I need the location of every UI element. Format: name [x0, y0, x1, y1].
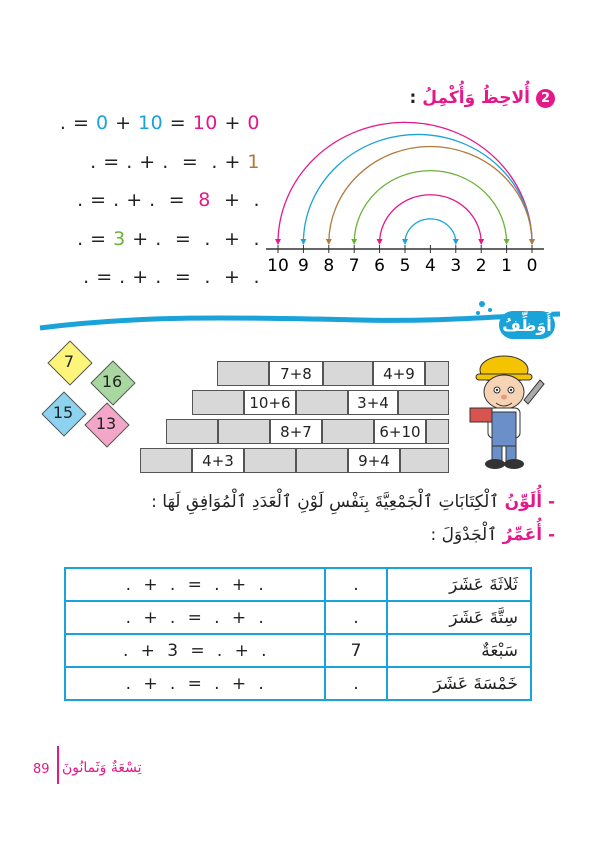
table-cell-number[interactable]: 7	[325, 634, 387, 667]
wall-brick	[296, 390, 348, 415]
number-line-label: 5	[399, 256, 411, 276]
number-line-label: 3	[450, 256, 462, 276]
exercise-number-badge: 2	[536, 89, 555, 108]
arc-arrowhead	[504, 239, 510, 245]
number-line-label: 1	[501, 256, 513, 276]
wall-brick	[296, 448, 348, 473]
arc-arrowhead	[351, 239, 357, 245]
instruction-color	[151, 491, 555, 512]
table-cell-word: سِتَّةَ عَشَرَ	[387, 601, 531, 634]
equation-segment: . = . + . = . + .	[83, 266, 260, 289]
equation-segment: . =	[77, 227, 114, 250]
completion-table	[64, 567, 532, 701]
arc-arrowhead	[326, 239, 332, 245]
equation-segment: . = . + . =	[77, 189, 199, 212]
wall-brick	[323, 361, 373, 386]
table-cell-equation[interactable]: . + 3 = . + .	[65, 634, 325, 667]
diamond-value: 13	[95, 414, 117, 433]
number-line-label: 4	[424, 256, 436, 276]
diamond-value: 7	[63, 352, 75, 371]
number-line-label: 0	[526, 256, 538, 276]
wall-brick-expr[interactable]: 9+4	[348, 448, 400, 473]
diamond-value: 16	[101, 372, 123, 391]
wall-brick	[398, 390, 449, 415]
equation-row[interactable]	[60, 181, 260, 220]
footer-divider	[57, 746, 59, 784]
arc-arrowhead	[529, 239, 535, 245]
wall-brick	[425, 361, 449, 386]
number-line-label: 9	[297, 256, 309, 276]
wall-brick-expr[interactable]: 8+7	[270, 419, 322, 444]
number-line-label: 8	[323, 256, 335, 276]
equation-segment: 3	[113, 227, 126, 250]
wall-brick	[322, 419, 374, 444]
section-label-apply: أُوَظِّفُ	[499, 311, 555, 339]
builder-boy-illustration	[462, 350, 547, 470]
table-cell-equation[interactable]: . + . = . + .	[65, 568, 325, 601]
equation-row[interactable]	[60, 104, 260, 143]
wall-brick	[218, 419, 270, 444]
number-line-label: 7	[348, 256, 360, 276]
equation-segment: + . = . + .	[125, 227, 260, 250]
equations-block	[60, 104, 260, 297]
equation-segment: 1	[247, 150, 260, 173]
equation-segment: 10	[192, 112, 218, 135]
rainbow-arc	[405, 219, 456, 243]
equation-segment: 10	[138, 112, 164, 135]
arc-arrowhead	[402, 239, 408, 245]
number-line-label: 6	[374, 256, 386, 276]
table-row	[65, 568, 531, 601]
equation-segment: + .	[210, 189, 260, 212]
number-line-label: 10	[267, 256, 289, 276]
table-row	[65, 634, 531, 667]
table-cell-word: خَمْسَةَ عَشَرَ	[387, 667, 531, 700]
equation-row[interactable]	[60, 220, 260, 259]
equation-segment: 8	[198, 189, 211, 212]
instruction-color-text: ٱلْكِتَابَاتِ ٱلْجَمْعِيَّةَ بِنَفْسِ لَوْنِ ٱلْعَدَدِ ٱلْمُوَافِقِ لَهَا :	[151, 492, 505, 512]
wall-brick	[217, 361, 269, 386]
wall-brick-expr[interactable]: 7+8	[269, 361, 323, 386]
wall-brick-expr[interactable]: 6+10	[374, 419, 426, 444]
equation-row[interactable]	[60, 143, 260, 182]
table-row	[65, 667, 531, 700]
wall-brick	[192, 390, 244, 415]
instruction-color-verb: - أُلَوِّنُ	[504, 492, 555, 512]
number-line-label: 2	[475, 256, 487, 276]
page-number: 89	[33, 762, 50, 777]
table-cell-word: ثَلاثَةَ عَشَرَ	[387, 568, 531, 601]
equation-segment: =	[163, 112, 193, 135]
equation-segment: 0	[247, 112, 260, 135]
equation-segment: . =	[59, 112, 96, 135]
table-cell-number[interactable]: .	[325, 667, 387, 700]
table-cell-equation[interactable]: . + . = . + .	[65, 601, 325, 634]
arc-arrowhead	[377, 239, 383, 245]
wall-brick-expr[interactable]: 4+9	[373, 361, 425, 386]
instruction-fill-text: ٱلْجَدْوَلَ :	[430, 525, 503, 545]
equation-segment: +	[217, 112, 248, 135]
wall-brick	[140, 448, 192, 473]
rainbow-number-line	[262, 105, 552, 285]
wall-brick	[426, 419, 449, 444]
wall-brick	[400, 448, 449, 473]
wall-brick	[244, 448, 296, 473]
rainbow-arc	[303, 134, 532, 243]
table-cell-number[interactable]: .	[325, 568, 387, 601]
arc-arrowhead	[300, 239, 306, 245]
equation-row[interactable]	[60, 258, 260, 297]
arc-arrowhead	[453, 239, 459, 245]
instruction-fill-table	[430, 524, 555, 545]
table-row	[65, 601, 531, 634]
wall-brick	[166, 419, 218, 444]
page-number-words: تِسْعَةٌ وَثَمانُونَ	[62, 760, 142, 776]
rainbow-arc	[278, 122, 532, 243]
exercise-title-colon: :	[409, 88, 417, 108]
wall-brick-expr[interactable]: 3+4	[348, 390, 398, 415]
table-cell-number[interactable]: .	[325, 601, 387, 634]
instruction-fill-verb: - أُعَمِّرُ	[502, 525, 555, 545]
equation-segment: 0	[95, 112, 109, 135]
rainbow-arc	[354, 171, 506, 243]
wall-brick-expr[interactable]: 10+6	[244, 390, 296, 415]
diamond-value: 15	[52, 403, 74, 422]
table-cell-equation[interactable]: . + . = . + .	[65, 667, 325, 700]
wall-brick-expr[interactable]: 4+3	[192, 448, 244, 473]
arc-arrowhead	[275, 239, 281, 245]
arc-arrowhead	[478, 239, 484, 245]
equation-segment: . = . + . = . +	[90, 150, 248, 173]
exercise-title: أُلاحِظُ وَأُكْمِلُ	[422, 88, 530, 108]
table-cell-word: سَبْعَةٌ	[387, 634, 531, 667]
equation-segment: +	[108, 112, 139, 135]
